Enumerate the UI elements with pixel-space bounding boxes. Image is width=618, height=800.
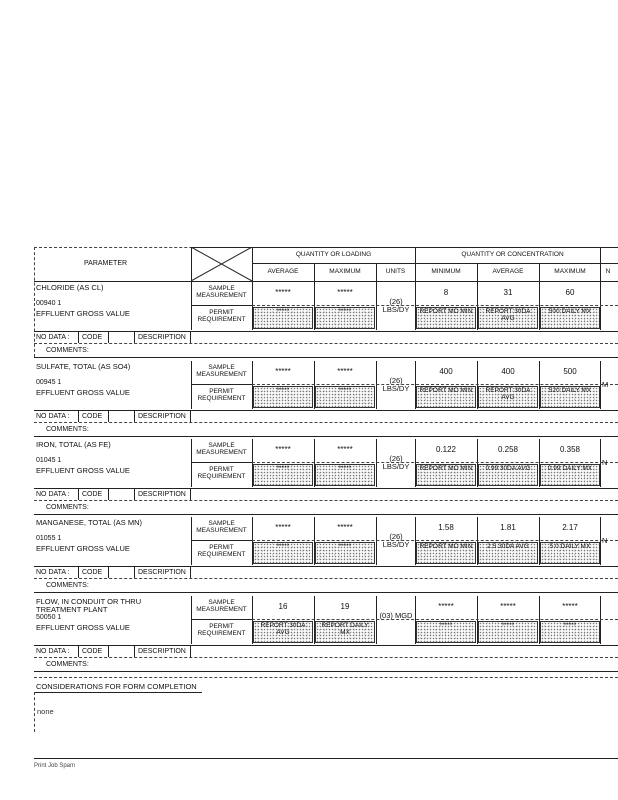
permit-value-4: 0.99 30DA AVG (478, 464, 538, 486)
header-quantity-loading: QUANTITY OR LOADING (295, 251, 372, 258)
header-maximum-2: MAXIMUM (554, 268, 586, 275)
permit-requirement-label: PERMIT REQUIREMENT (197, 388, 246, 402)
permit-value-5: ***** (540, 621, 600, 643)
left-border (34, 247, 35, 357)
footer-rule-1 (34, 677, 618, 678)
label-divider (191, 462, 252, 463)
sample-value-3: 8 (443, 288, 449, 297)
block-line-b (34, 343, 618, 344)
code-label: CODE (82, 569, 103, 576)
header-units: UNITS (385, 268, 406, 275)
permit-value-4: ***** (478, 621, 538, 643)
parameter-type: EFFLUENT GROSS VALUE (36, 388, 130, 397)
permit-value-4: REPORT 30DA AVG (478, 386, 538, 408)
parameter-code: 50050 1 (36, 614, 62, 621)
block-line-a (34, 645, 618, 646)
sample-row-divider (252, 305, 618, 306)
nodata-sep-1 (78, 566, 79, 578)
permit-value-3: REPORT MO MIN (416, 464, 476, 486)
sample-col-sep-3 (376, 596, 377, 644)
parameter-name: CHLORIDE (AS CL) (36, 283, 104, 292)
block-line-c (34, 671, 618, 672)
permit-value-1: ***** (253, 386, 313, 408)
nodata-sep-4 (190, 566, 191, 578)
permit-requirement-label: PERMIT REQUIREMENT (197, 466, 246, 480)
permit-value-5: 520 DAILY MX (540, 386, 600, 408)
description-label: DESCRIPTION (138, 648, 186, 655)
sample-value-5: 60 (565, 288, 575, 297)
permit-value-3: REPORT MO MIN (416, 307, 476, 329)
permit-value-3: REPORT MO MIN (416, 386, 476, 408)
parameter-code: 01055 1 (36, 535, 62, 542)
nodata-sep-4 (190, 410, 191, 422)
permit-value-4: 2.5 30DA AVG (478, 542, 538, 564)
nodata-sep-1 (78, 331, 79, 343)
header-maximum: MAXIMUM (329, 268, 361, 275)
block-line-b (34, 657, 618, 658)
nodata-sep-2 (108, 410, 109, 422)
description-label: DESCRIPTION (138, 491, 186, 498)
permit-value-4: REPORT 30DA AVG (478, 307, 538, 329)
description-label: DESCRIPTION (138, 569, 186, 576)
sample-row-divider (252, 619, 618, 620)
header-sub-sep-5 (539, 263, 540, 281)
nodata-sep-1 (78, 488, 79, 500)
permit-requirement-label: PERMIT REQUIREMENT (197, 309, 246, 323)
description-label: DESCRIPTION (138, 413, 186, 420)
permit-value-1: ***** (253, 542, 313, 564)
permit-value-1: ***** (253, 464, 313, 486)
permit-value-2: ***** (315, 307, 375, 329)
block-line-b (34, 500, 618, 501)
nodata-sep-3 (134, 410, 135, 422)
sample-value-5: 0.358 (559, 445, 581, 454)
units-value: (26) LBS/DY (382, 454, 410, 471)
extra-col-mark: M (602, 380, 609, 389)
footer-bottom-text: Print Job Spam (34, 763, 76, 769)
header-mid-line (252, 263, 618, 264)
block-line-a (34, 410, 618, 411)
header-parameter: PARAMETER (84, 260, 128, 267)
sample-value-4: 31 (503, 288, 513, 297)
sample-measurement-label: SAMPLE MEASUREMENT (196, 599, 247, 613)
code-label: CODE (82, 413, 103, 420)
permit-value-5: 0.99 DAILY MX (540, 464, 600, 486)
block-line-b (34, 422, 618, 423)
sample-value-4: 1.81 (500, 523, 516, 532)
sample-value-5: 2.17 (562, 523, 578, 532)
considerations-note: none (37, 707, 54, 716)
comments-label: COMMENTS: (46, 582, 89, 589)
label-divider (191, 540, 252, 541)
sample-value-4: 400 (501, 367, 515, 376)
parameter-code: 00940 1 (36, 300, 62, 307)
permit-value-5: 500 DAILY MX (540, 307, 600, 329)
header-sub-sep-3 (376, 263, 377, 281)
considerations-underline (34, 692, 202, 693)
comments-label: COMMENTS: (46, 661, 89, 668)
permit-value-3: REPORT MO MIN (416, 542, 476, 564)
permit-value-1: REPORT 30DA AVG (253, 621, 313, 643)
sample-value-1: ***** (275, 445, 291, 454)
parameter-code: 01045 1 (36, 457, 62, 464)
block-line-c (34, 436, 618, 437)
code-label: CODE (82, 648, 103, 655)
no-data-label: NO DATA : (36, 413, 70, 420)
sample-value-1: 16 (278, 602, 288, 611)
permit-requirement-label: PERMIT REQUIREMENT (197, 623, 246, 637)
block-line-a (34, 331, 618, 332)
sample-row-divider (252, 540, 618, 541)
footer-left-border (34, 692, 35, 732)
header-quantity-concentration: QUANTITY OR CONCENTRATION (461, 251, 564, 258)
header-average: AVERAGE (267, 268, 299, 275)
sample-value-2: 19 (340, 602, 350, 611)
units-value: (03) MGD (379, 611, 413, 620)
nodata-sep-4 (190, 645, 191, 657)
nodata-sep-4 (190, 488, 191, 500)
sample-value-5: ***** (562, 602, 578, 611)
sample-row-divider (252, 462, 618, 463)
sample-row-divider (252, 384, 618, 385)
sample-measurement-label: SAMPLE MEASUREMENT (196, 520, 247, 534)
sample-value-4: ***** (500, 602, 516, 611)
sample-value-3: 0.122 (435, 445, 457, 454)
sample-value-3: ***** (438, 602, 454, 611)
label-divider (191, 384, 252, 385)
parameter-name: MANGANESE, TOTAL (AS MN) (36, 518, 142, 527)
sample-measurement-label: SAMPLE MEASUREMENT (196, 285, 247, 299)
header-extra-col: N (605, 268, 611, 275)
parameter-name: IRON, TOTAL (AS FE) (36, 440, 111, 449)
sample-value-3: 1.58 (438, 523, 454, 532)
sample-value-5: 500 (563, 367, 577, 376)
considerations-heading: CONSIDERATIONS FOR FORM COMPLETION (36, 682, 197, 691)
parameter-type: EFFLUENT GROSS VALUE (36, 309, 130, 318)
header-bottom-line (34, 281, 618, 282)
permit-requirement-label: PERMIT REQUIREMENT (197, 544, 246, 558)
nodata-sep-1 (78, 410, 79, 422)
header-sub-sep-4 (477, 263, 478, 281)
parameter-name: SULFATE, TOTAL (AS SO4) (36, 362, 131, 371)
units-value: (26) LBS/DY (382, 376, 410, 393)
header-cross-icon (191, 247, 252, 281)
extra-col-mark: N (602, 458, 608, 467)
nodata-sep-3 (134, 488, 135, 500)
comments-label: COMMENTS: (46, 426, 89, 433)
block-line-b (34, 578, 618, 579)
sample-value-1: ***** (275, 523, 291, 532)
description-label: DESCRIPTION (138, 334, 186, 341)
comments-label: COMMENTS: (46, 504, 89, 511)
permit-value-3: ***** (416, 621, 476, 643)
parameter-name: FLOW, IN CONDUIT OR THRU TREATMENT PLANT (36, 597, 142, 614)
block-line-c (34, 514, 618, 515)
permit-value-2: ***** (315, 542, 375, 564)
sample-value-2: ***** (337, 367, 353, 376)
permit-value-2: REPORT DAILY MX (315, 621, 375, 643)
nodata-sep-2 (108, 566, 109, 578)
nodata-sep-1 (78, 645, 79, 657)
sample-measurement-label: SAMPLE MEASUREMENT (196, 364, 247, 378)
footer-bottom-line (34, 758, 618, 759)
sample-value-4: 0.258 (497, 445, 519, 454)
permit-value-1: ***** (253, 307, 313, 329)
units-value: (26) LBS/DY (382, 297, 410, 314)
parameter-type: EFFLUENT GROSS VALUE (36, 623, 130, 632)
block-line-c (34, 357, 618, 358)
no-data-label: NO DATA : (36, 569, 70, 576)
sample-value-2: ***** (337, 288, 353, 297)
nodata-sep-3 (134, 331, 135, 343)
parameter-type: EFFLUENT GROSS VALUE (36, 466, 130, 475)
header-minimum: MINIMUM (431, 268, 461, 275)
sample-value-3: 400 (439, 367, 453, 376)
label-divider (191, 305, 252, 306)
no-data-label: NO DATA : (36, 491, 70, 498)
code-label: CODE (82, 491, 103, 498)
no-data-label: NO DATA : (36, 648, 70, 655)
extra-col-mark: N (602, 536, 608, 545)
label-divider (191, 619, 252, 620)
code-label: CODE (82, 334, 103, 341)
block-line-a (34, 488, 618, 489)
nodata-sep-2 (108, 488, 109, 500)
sample-value-1: ***** (275, 367, 291, 376)
nodata-sep-2 (108, 331, 109, 343)
header-sub-sep-2 (314, 263, 315, 281)
sample-value-1: ***** (275, 288, 291, 297)
units-value: (26) LBS/DY (382, 532, 410, 549)
no-data-label: NO DATA : (36, 334, 70, 341)
header-sub-sep-1 (252, 263, 253, 281)
sample-value-2: ***** (337, 523, 353, 532)
nodata-sep-4 (190, 331, 191, 343)
permit-value-2: ***** (315, 386, 375, 408)
nodata-sep-2 (108, 645, 109, 657)
parameter-type: EFFLUENT GROSS VALUE (36, 544, 130, 553)
permit-value-5: 5.0 DAILY MX (540, 542, 600, 564)
permit-value-2: ***** (315, 464, 375, 486)
nodata-sep-3 (134, 566, 135, 578)
header-top-line (191, 247, 618, 248)
block-line-c (34, 592, 618, 593)
sample-value-2: ***** (337, 445, 353, 454)
nodata-sep-3 (134, 645, 135, 657)
header-average-2: AVERAGE (492, 268, 524, 275)
sample-measurement-label: SAMPLE MEASUREMENT (196, 442, 247, 456)
block-line-a (34, 566, 618, 567)
parameter-code: 00945 1 (36, 379, 62, 386)
comments-label: COMMENTS: (46, 347, 89, 354)
